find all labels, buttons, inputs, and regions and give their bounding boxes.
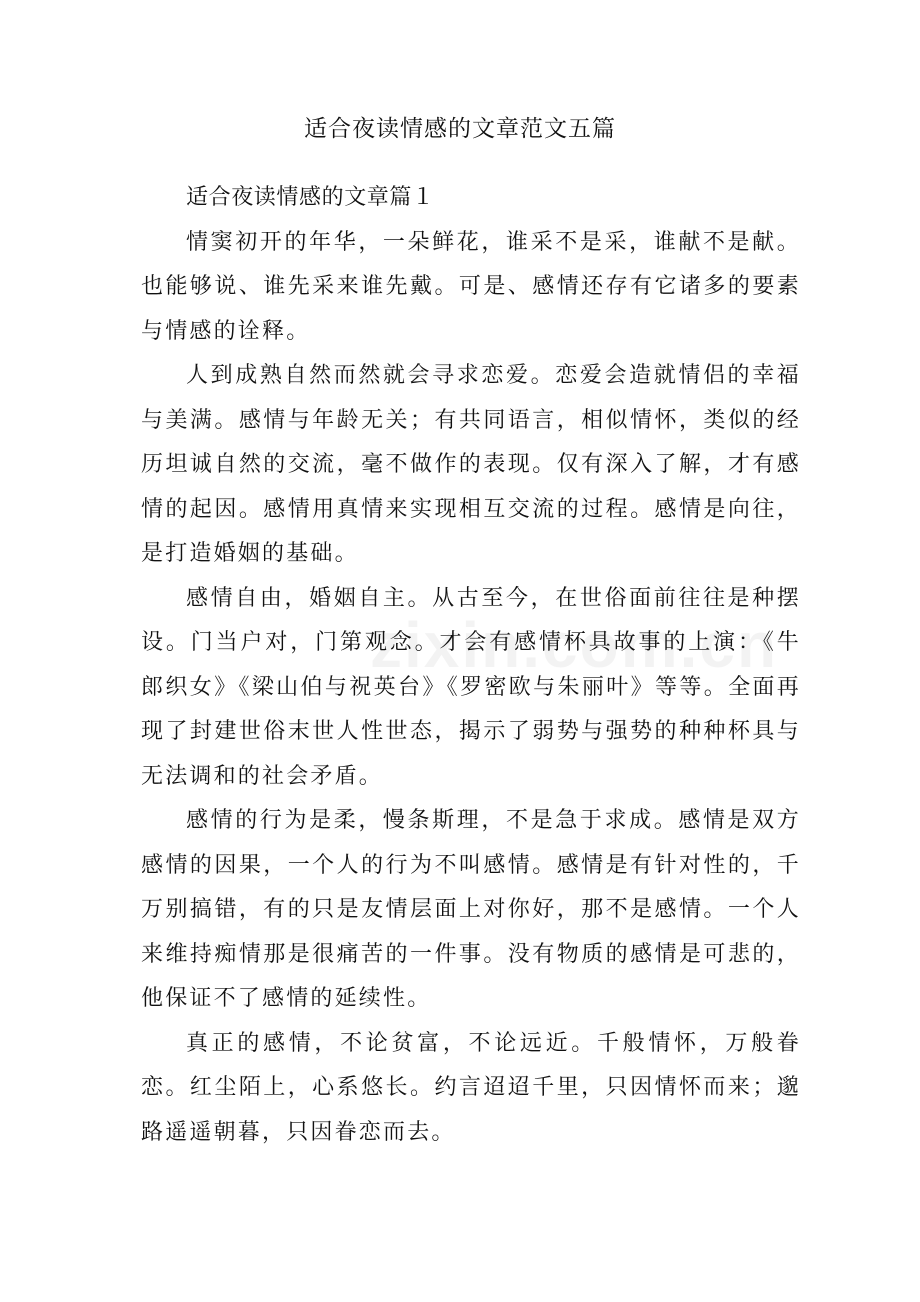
paragraph: 感情自由，婚姻自主。从古至今，在世俗面前往往是种摆设。门当户对，门第观念。才会有感情杯具故事的上演：《牛郎织女》《梁山伯与祝英台》《罗密欧与朱丽叶》等等。全面再现了封建世俗末世人性世态，揭示了弱势与强势的种种杯具与无法调和的社会矛盾。 xyxy=(141,585,801,789)
section-heading: 适合夜读情感的文章篇１ xyxy=(186,185,435,210)
paragraph: 感情的行为是柔，慢条斯理，不是急于求成。感情是双方感情的因果，一个人的行为不叫感情。感情是有针对性的，千万别搞错，有的只是友情层面上对你好，那不是感情。一个人来维持痴情那是很痛苦的一件事。没有物质的感情是可悲的，他保证不了感情的延续性。 xyxy=(141,808,801,1011)
document-title: 适合夜读情感的文章范文五篇 xyxy=(304,116,616,142)
paragraph: 情窦初开的年华，一朵鲜花，谁采不是采，谁献不是献。也能够说、谁先采来谁先戴。可是、感情还存有它诸多的要素与情感的诠释。 xyxy=(141,229,801,344)
paragraph: 真正的感情，不论贫富，不论远近。千般情怀，万般眷恋。红尘陌上，心系悠长。约言迢迢千里，只因情怀而来；邈路遥遥朝暮，只因眷恋而去。 xyxy=(141,1030,801,1145)
document-body xyxy=(141,176,801,1155)
paragraph: 人到成熟自然而然就会寻求恋爱。恋爱会造就情侣的幸福与美满。感情与年龄无关；有共同语言，相似情怀，类似的经历坦诚自然的交流，毫不做作的表现。仅有深入了解，才有感情的起因。感情用真情来实现相互交流的过程。感情是向往，是打造婚姻的基础。 xyxy=(141,363,801,566)
